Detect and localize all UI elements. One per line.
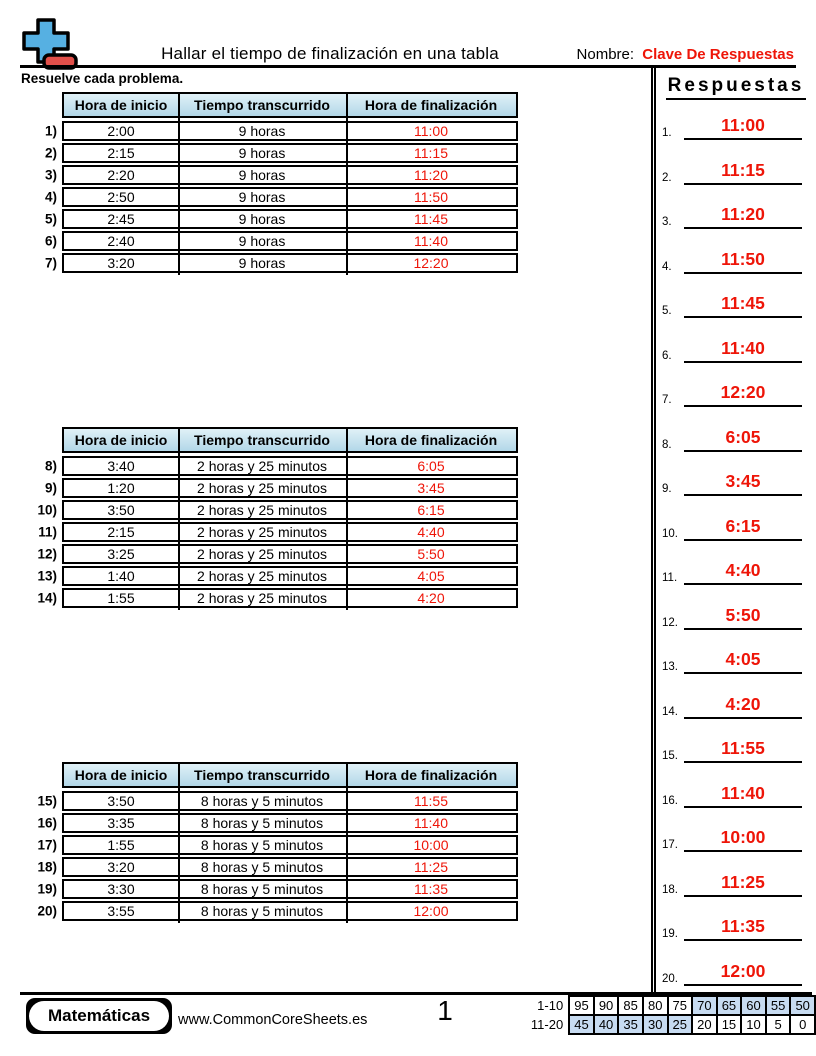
- answers-panel: [651, 67, 816, 992]
- value-cell: 3:30: [107, 880, 135, 897]
- answer-number: 15.: [662, 750, 678, 762]
- problem-number: 11): [38, 524, 57, 540]
- answer-cell: 11:35: [414, 880, 448, 897]
- value-cell: 1:20: [107, 479, 135, 496]
- table-row: [44, 253, 518, 273]
- answer-item: [662, 555, 802, 585]
- table-row: [44, 231, 518, 251]
- answer-number: 5.: [662, 305, 672, 317]
- problem-number: 3): [44, 167, 57, 183]
- answer-value: 11:15: [684, 160, 802, 185]
- table-row: [37, 544, 518, 564]
- answer-value: 4:40: [684, 560, 802, 585]
- table-header-row: [62, 762, 518, 788]
- answer-cell: 4:20: [417, 589, 445, 606]
- answer-cell: 11:55: [414, 792, 448, 809]
- score-cell: 55: [766, 996, 791, 1015]
- answer-item: [662, 422, 802, 452]
- answers-title: Respuestas: [656, 75, 816, 97]
- table-column-divider: [178, 92, 180, 275]
- score-row: [528, 996, 815, 1015]
- column-header: Hora de finalización: [364, 431, 498, 448]
- column-header: Hora de finalización: [364, 766, 498, 783]
- answer-item: [662, 244, 802, 274]
- answer-item: [662, 600, 802, 630]
- value-cell: 2:00: [107, 122, 135, 139]
- problem-number: 14): [37, 590, 57, 606]
- answer-value: 4:05: [684, 649, 802, 674]
- problems-table-3: [37, 762, 518, 923]
- brand-label: Matemáticas: [29, 1001, 169, 1031]
- value-cell: 3:50: [107, 792, 135, 809]
- score-cell: 5: [766, 1015, 791, 1034]
- value-cell: 2 horas y 25 minutos: [197, 567, 327, 584]
- value-cell: 9 horas: [238, 210, 286, 227]
- answer-value: 5:50: [684, 605, 802, 630]
- answer-value: 11:45: [684, 293, 802, 318]
- answer-item: [662, 110, 802, 140]
- problem-number: 16): [37, 815, 57, 831]
- answer-number: 4.: [662, 260, 672, 273]
- answer-number: 14.: [662, 705, 678, 718]
- answer-value: 10:00: [684, 827, 802, 852]
- value-cell: 8 horas y 5 minutos: [200, 902, 324, 919]
- answer-item: [662, 822, 802, 852]
- problem-number: 19): [37, 881, 57, 897]
- answer-number: 16.: [662, 794, 678, 807]
- value-cell: 2 horas y 25 minutos: [197, 457, 327, 474]
- answer-item: [662, 778, 802, 808]
- answer-item: [662, 867, 802, 897]
- table-column-divider: [178, 762, 180, 923]
- score-cell: 75: [668, 996, 693, 1015]
- problems-table-2: [37, 427, 518, 610]
- table-row: [37, 835, 518, 855]
- answer-cell: 11:40: [414, 814, 448, 831]
- answer-value: 12:00: [684, 961, 802, 986]
- table-column-divider: [346, 762, 348, 923]
- page-title: Hallar el tiempo de finalización en una tabla: [161, 44, 499, 63]
- answer-number: 20.: [662, 972, 678, 985]
- answer-value: 11:00: [684, 115, 802, 140]
- score-range-label: 1-10: [537, 998, 564, 1013]
- value-cell: 3:20: [107, 254, 135, 271]
- value-cell: 2 horas y 25 minutos: [197, 501, 327, 518]
- answer-number: 11.: [662, 572, 678, 584]
- answer-cell: 6:05: [417, 457, 445, 474]
- score-cell: 40: [594, 1015, 619, 1034]
- answer-number: 2.: [662, 171, 672, 184]
- table-row: [37, 791, 518, 811]
- value-cell: 3:35: [107, 814, 135, 831]
- column-header: Hora de finalización: [364, 96, 498, 113]
- value-cell: 8 horas y 5 minutos: [200, 858, 324, 875]
- value-cell: 1:40: [107, 567, 135, 584]
- value-cell: 2 horas y 25 minutos: [197, 589, 327, 606]
- answer-value: 6:05: [684, 427, 802, 452]
- answer-item: [662, 689, 802, 719]
- problem-number: 20): [37, 903, 57, 919]
- answer-value: 11:50: [684, 249, 802, 274]
- answer-item: [662, 911, 802, 941]
- value-cell: 8 horas y 5 minutos: [200, 792, 324, 809]
- value-cell: 2:15: [107, 144, 135, 161]
- value-cell: 3:50: [107, 501, 135, 518]
- table-row: [44, 187, 518, 207]
- score-row: [528, 1015, 815, 1034]
- answer-value: 11:20: [684, 204, 802, 229]
- score-cell: 0: [790, 1015, 815, 1034]
- value-cell: 2:45: [107, 210, 135, 227]
- table-row: [37, 879, 518, 899]
- answer-value: 6:15: [684, 516, 802, 541]
- answer-cell: 11:20: [414, 166, 448, 183]
- score-cell: 95: [569, 996, 594, 1015]
- answer-cell: 5:50: [417, 545, 445, 562]
- score-cell: 90: [594, 996, 619, 1015]
- score-cell: 50: [790, 996, 815, 1015]
- score-cell: 70: [692, 996, 717, 1015]
- answer-cell: 11:45: [414, 210, 448, 227]
- answer-value: 11:40: [684, 338, 802, 363]
- answer-item: [662, 288, 802, 318]
- answer-cell: 12:20: [413, 254, 449, 271]
- problem-number: 6): [44, 233, 57, 249]
- problems-table-1: [44, 92, 518, 275]
- score-cell: 30: [643, 1015, 668, 1034]
- answers-list: [656, 67, 816, 992]
- answer-cell: 11:25: [414, 858, 448, 875]
- answer-item: [662, 466, 802, 496]
- value-cell: 3:55: [107, 902, 135, 919]
- table-column-divider: [178, 427, 180, 610]
- answer-number: 10.: [662, 527, 678, 540]
- name-label: Nombre:: [576, 46, 635, 63]
- answer-item: [662, 155, 802, 185]
- table-row: [37, 566, 518, 586]
- value-cell: 8 horas y 5 minutos: [200, 814, 324, 831]
- value-cell: 2 horas y 25 minutos: [197, 523, 327, 540]
- answer-number: 7.: [662, 394, 672, 406]
- problem-number: 8): [44, 458, 57, 474]
- table-header-row: [62, 92, 518, 118]
- answer-number: 6.: [662, 349, 672, 362]
- answer-cell: 10:00: [413, 836, 449, 853]
- table-row: [44, 209, 518, 229]
- answer-value: 12:20: [684, 382, 802, 407]
- score-cell: 20: [692, 1015, 717, 1034]
- answer-cell: 11:00: [414, 122, 448, 139]
- table-row: [37, 500, 518, 520]
- name-value: Clave De Respuestas: [642, 46, 794, 63]
- table-row: [44, 456, 518, 476]
- problem-number: 15): [37, 793, 57, 809]
- answer-number: 19.: [662, 928, 678, 940]
- score-cell: 65: [717, 996, 742, 1015]
- score-cell: 15: [717, 1015, 742, 1034]
- table-row: [44, 143, 518, 163]
- table-column-divider: [346, 427, 348, 610]
- value-cell: 3:20: [107, 858, 135, 875]
- table-row: [38, 522, 518, 542]
- brand-logo: [26, 998, 172, 1034]
- problem-number: 17): [37, 837, 57, 853]
- answer-cell: 11:15: [414, 144, 448, 161]
- answer-cell: 11:40: [414, 232, 448, 249]
- value-cell: 1:55: [107, 589, 135, 606]
- score-range-label: 11-20: [530, 1017, 564, 1032]
- value-cell: 2:50: [107, 188, 135, 205]
- column-header: Hora de inicio: [74, 96, 168, 113]
- answer-number: 8.: [662, 438, 672, 451]
- score-cell: 60: [741, 996, 766, 1015]
- problem-number: 4): [44, 189, 57, 205]
- table-row: [37, 813, 518, 833]
- answer-value: 4:20: [684, 694, 802, 719]
- column-header: Hora de inicio: [74, 431, 168, 448]
- value-cell: 3:40: [107, 457, 135, 474]
- score-cell: 45: [569, 1015, 594, 1034]
- table-row: [44, 478, 518, 498]
- answer-number: 13.: [662, 661, 678, 673]
- answer-value: 3:45: [684, 471, 802, 496]
- instructions-text: Resuelve cada problema.: [21, 71, 184, 86]
- answer-cell: 11:50: [414, 188, 448, 205]
- problem-number: 13): [37, 568, 57, 584]
- value-cell: 3:25: [107, 545, 135, 562]
- answer-number: 9.: [662, 483, 672, 495]
- value-cell: 8 horas y 5 minutos: [200, 836, 324, 853]
- value-cell: 2:15: [107, 523, 135, 540]
- score-cell: 10: [741, 1015, 766, 1034]
- problem-number: 10): [37, 502, 57, 518]
- answer-item: [662, 733, 802, 763]
- answer-number: 1.: [662, 127, 672, 139]
- table-column-divider: [346, 92, 348, 275]
- score-cell: 25: [668, 1015, 693, 1034]
- answer-value: 11:40: [684, 783, 802, 808]
- answer-number: 18.: [662, 883, 678, 896]
- answer-item: [662, 377, 802, 407]
- value-cell: 2:40: [107, 232, 135, 249]
- score-table: [528, 995, 816, 1035]
- value-cell: 9 horas: [238, 166, 286, 183]
- problem-number: 12): [37, 546, 57, 562]
- value-cell: 9 horas: [238, 144, 286, 161]
- value-cell: 1:55: [107, 836, 135, 853]
- answer-number: 3.: [662, 216, 672, 228]
- table-header-row: [62, 427, 518, 453]
- table-row: [44, 165, 518, 185]
- answer-item: [662, 333, 802, 363]
- column-header: Hora de inicio: [74, 766, 168, 783]
- answer-cell: 3:45: [417, 479, 445, 496]
- column-header: Tiempo transcurrido: [194, 766, 330, 783]
- table-row: [37, 901, 518, 921]
- value-cell: 9 horas: [238, 232, 286, 249]
- answer-item: [662, 644, 802, 674]
- problem-number: 9): [44, 480, 57, 496]
- problem-number: 18): [37, 859, 57, 875]
- answer-value: 11:55: [684, 738, 802, 763]
- value-cell: 9 horas: [238, 254, 286, 271]
- column-header: Tiempo transcurrido: [194, 96, 330, 113]
- answer-item: [662, 511, 802, 541]
- answer-item: [662, 956, 802, 986]
- answer-number: 17.: [662, 839, 678, 851]
- value-cell: 9 horas: [238, 122, 286, 139]
- problem-number: 5): [44, 211, 57, 227]
- answer-value: 11:35: [684, 916, 802, 941]
- value-cell: 8 horas y 5 minutos: [200, 880, 324, 897]
- table-row: [37, 857, 518, 877]
- score-cell: 85: [618, 996, 643, 1015]
- column-header: Tiempo transcurrido: [194, 431, 330, 448]
- value-cell: 2 horas y 25 minutos: [197, 545, 327, 562]
- answer-value: 11:25: [684, 872, 802, 897]
- answer-cell: 6:15: [417, 501, 445, 518]
- score-table-body: [528, 996, 815, 1034]
- value-cell: 2 horas y 25 minutos: [197, 479, 327, 496]
- problem-number: 1): [44, 123, 57, 139]
- problem-number: 7): [44, 255, 57, 271]
- answer-cell: 4:05: [417, 567, 445, 584]
- answer-cell: 12:00: [413, 902, 449, 919]
- page-number: 1: [437, 995, 453, 1026]
- value-cell: 9 horas: [238, 188, 286, 205]
- answer-cell: 4:40: [417, 523, 445, 540]
- answer-item: [662, 199, 802, 229]
- table-row: [44, 121, 518, 141]
- answer-number: 12.: [662, 616, 678, 629]
- website-url: www.CommonCoreSheets.es: [178, 1012, 368, 1028]
- score-cell: 35: [618, 1015, 643, 1034]
- value-cell: 2:20: [107, 166, 135, 183]
- problem-number: 2): [44, 145, 57, 161]
- score-cell: 80: [643, 996, 668, 1015]
- table-row: [37, 588, 518, 608]
